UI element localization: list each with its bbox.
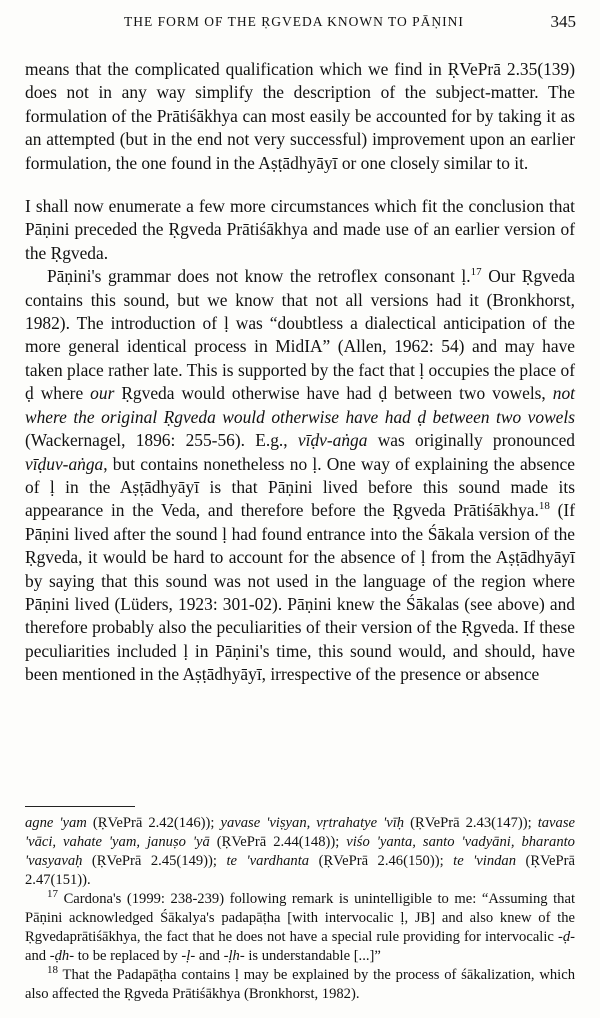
text-run: (If Pāṇini lived after the sound ḷ had found entrance into the Śākala version of the Ṛgveda, it would be hard to account for the absence of ḷ from the Aṣṭādhyāyī by saying that this sound was not used in the language of the region where Pāṇini lived (Lüders, 1923: 301-02). Pāṇini knew the Śākalas (see above) and therefore probably also the peculiarities of their version of the Ṛgveda. If these peculiarities included ḷ in Pāṇini's time, this sound would, and should, have been mentioned in the Aṣṭādhyāyī, irrespective of the presence or absence [25,500,575,685]
italic-run: not where the original Ṛgveda would otherwise have had ḍ between two vowels [25,383,575,427]
italic-run: yavase 'viṣyan, vṛtrahatye 'vīḥ [220,815,405,831]
italic-run: ḷh [228,948,240,964]
main-text [25,58,575,687]
italic-run: ḍ [562,929,571,945]
italic-run: tavase 'vāci, vahate 'yam, januṣo 'yā [25,815,575,850]
text-run: (ṚVePrā 2.46(150)); [309,853,454,869]
paragraph-3 [25,265,575,686]
text-run: Cardona's (1999: 238-239) following remark is unintelligible to me: “Assuming that Pāṇini acknowledged Śākalya's padapāṭha [with intervocalic ḷ, JB] and also knew of the Ṛgvedaprātiśākhya, the fact that he does not have a special rule providing for intervocalic - [25,891,575,945]
italic-run: our [90,383,115,404]
footnote-18 [25,966,575,1004]
italic-run: ḷ [186,948,191,964]
text-run: (ṚVePrā 2.45(149)); [82,853,227,869]
paragraph-1: means that the complicated qualification which we find in ṚVePrā 2.35(139) does not in any way simplify the description of the subject-matter. The formulation of the Prātiśākhya can most easily be accounted for by taking it as an attempted (but in the end not very successful) improvement upon an earlier formulation, the one found in the Aṣṭādhyāyī or one closely similar to it. [25,59,575,173]
text-run: Ṛgveda would otherwise have had ḍ between two vowels, [114,383,553,404]
paragraph-2: I shall now enumerate a few more circumstances which fit the conclusion that Pāṇini preceded the Ṛgveda Prātiśākhya and made use of an earlier version of the Ṛgveda. [25,196,575,263]
text-run: (ṚVePrā 2.42(146)); [86,815,221,831]
text-run: Pāṇini's grammar does not know the retroflex consonant ḷ. [47,266,471,287]
italic-run: ḍh [54,948,70,964]
footnote-number: 18 [47,964,58,977]
footnote-number: 17 [47,888,58,901]
page-number: 345 [550,12,576,31]
text-run: (ṚVePrā 2.47(151)). [25,853,575,888]
text-run: - to be replaced by - [69,948,187,964]
footnote-17 [25,890,575,966]
text-run: (ṚVePrā 2.43(147)); [404,815,538,831]
text-run: (ṚVePrā 2.44(148)); [209,834,347,850]
italic-run: te 'vindan [453,853,517,869]
italic-run: vīḍuv-aṅga [25,453,104,474]
text-run: was originally pronounced [367,430,576,451]
footnote-rule [25,806,135,807]
footnotes [25,814,575,1004]
footnote-continuation [25,814,575,890]
text-run: (Wackernagel, 1896: 255-56). E.g., [25,430,298,451]
running-title: THE FORM OF THE ṚGVEDA KNOWN TO PĀṆINI [124,14,464,29]
text-run: - is understandable [...]” [239,948,381,964]
text-run: Our Ṛgveda contains this sound, but we know that not all versions had it (Bronkhorst, 1982). The introduction of ḷ was “doubtless a dialectical anticipation of the more general identical process in MidIA” (Allen, 1962: 54) and may have taken place rather late. This is supported by the fact that ḷ occupies the place of ḍ where [25,266,575,404]
text-run: - and - [190,948,229,964]
text-run: That the Padapāṭha contains ḷ may be explained by the process of śākalization, which also affected the Ṛgveda Prātiśākhya (Bronkhorst, 1982). [25,967,575,1002]
footnote-ref-17: 17 [470,266,482,279]
italic-run: agne 'yam [25,815,87,831]
italic-run: viśo 'yanta, santo 'vadyāni, bharanto 'vasyavaḥ [25,834,575,869]
footnote-ref-18: 18 [538,500,550,513]
italic-run: vīḍv-aṅga [297,430,368,451]
text-run: , but contains nonetheless no ḷ. One way of explaining the absence of ḷ in the Aṣṭādhyāyī is that Pāṇini lived before this sound made its appearance in the Veda, and therefore before the Ṛgveda Prātiśākhya. [25,453,575,521]
italic-run: te 'vardhanta [226,853,310,869]
text-run: - and - [25,929,575,964]
